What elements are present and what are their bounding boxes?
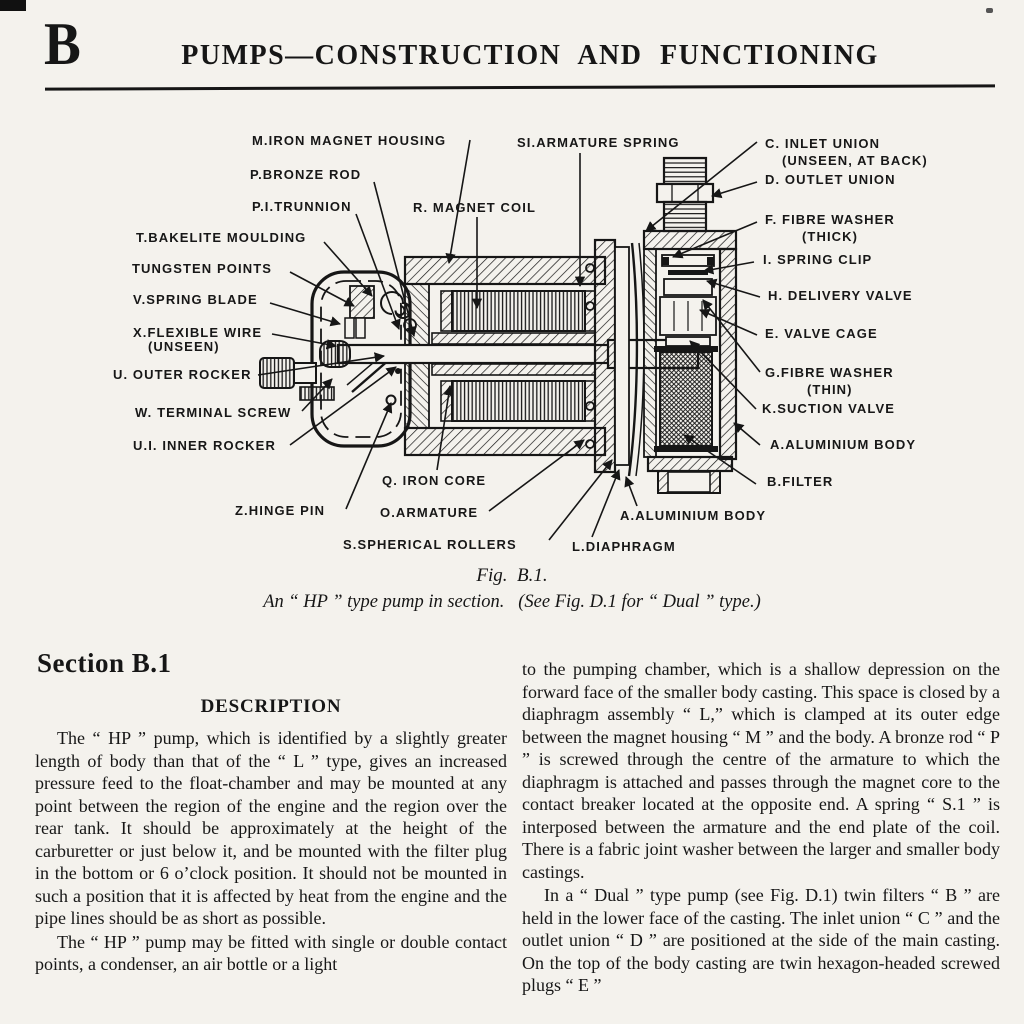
right-paragraph-1: to the pumping chamber, which is a shallow depression on the forward face of the smaller body casting. This space is closed by a diaphragm assembly “ L,” which is clamped at its outer edge between the magnet housing “ M ” and the body. A bronze rod “ P ” is screwed through the centre of the armature to which the diaphragm is attached and passes through the magnet core to the contact breaker located at the opposite end. A spring “ S.1 ” is interposed between the armature and the end plate of the coil. There is a fabric joint washer between the larger and smaller body castings.: [522, 659, 1001, 882]
scan-artifact-speck: [986, 8, 993, 13]
pump-section-diagram: [0, 110, 1024, 565]
label-fibre-washer-thin: G.FIBRE WASHER: [765, 365, 894, 380]
label-magnet-coil: R. MAGNET COIL: [413, 200, 537, 215]
label-inlet-union-note: (UNSEEN, AT BACK): [782, 153, 928, 168]
label-filter: B.FILTER: [767, 474, 834, 489]
right-paragraph-2: In a “ Dual ” type pump (see Fig. D.1) twin filters “ B ” are held in the lower face of the casting. The inlet union “ C ” and the outlet union “ D ” are positioned at the side of the main casting. On the top of the body casting are twin hexagon-headed screwed plugs “ E ”: [522, 885, 1000, 995]
label-aluminium-body-bottom: A.ALUMINIUM BODY: [620, 508, 767, 523]
label-tungsten-points: TUNGSTEN POINTS: [132, 261, 273, 276]
section-letter: B: [44, 11, 81, 77]
label-inner-rocker: U.I. INNER ROCKER: [133, 438, 276, 453]
label-bakelite-moulding: T.BAKELITE MOULDING: [136, 230, 307, 245]
right-column: [522, 658, 1000, 997]
label-hinge-pin: Z.HINGE PIN: [235, 503, 326, 518]
section-heading: Section B.1: [37, 648, 172, 678]
label-bronze-rod: P.BRONZE ROD: [250, 167, 362, 182]
figure-caption-text: An “ HP ” type pump in section. (See Fig. D.1 for “ Dual ” type.): [263, 592, 761, 612]
header-rule: [45, 84, 995, 90]
label-armature: O.ARMATURE: [380, 505, 479, 520]
label-fibre-washer-thin-note: (THIN): [807, 382, 853, 397]
label-iron-magnet-housing: M.IRON MAGNET HOUSING: [252, 133, 447, 148]
page-title: PUMPS—CONSTRUCTION AND FUNCTIONING: [181, 40, 879, 71]
label-flexible-wire-unseen: (UNSEEN): [148, 339, 220, 354]
label-trunnion: P.I.TRUNNION: [252, 199, 352, 214]
label-delivery-valve: H. DELIVERY VALVE: [768, 288, 913, 303]
figure-caption: [0, 565, 1024, 613]
scan-artifact-corner: [0, 0, 26, 11]
label-fibre-washer-thick: F. FIBRE WASHER: [765, 212, 895, 227]
label-aluminium-body-right: A.ALUMINIUM BODY: [770, 437, 917, 452]
label-diaphragm: L.DIAPHRAGM: [572, 539, 676, 554]
label-armature-spring: SI.ARMATURE SPRING: [517, 135, 680, 150]
label-terminal-screw: W. TERMINAL SCREW: [135, 405, 292, 420]
label-outlet-union: D. OUTLET UNION: [765, 172, 896, 187]
left-paragraph-2: The “ HP ” pump may be fitted with single or double contact points, a condenser, an air bottle or a light: [35, 931, 507, 974]
label-inlet-union: C. INLET UNION: [765, 136, 881, 151]
label-spherical-rollers: S.SPHERICAL ROLLERS: [343, 537, 517, 552]
label-flexible-wire: X.FLEXIBLE WIRE: [133, 325, 263, 340]
left-paragraph-1: The “ HP ” pump, which is identified by a slightly greater length of body than that of the “ L ” type, gives an increased pressure feed to the float-chamber and may be mounted at any point between the region of the engine and the region over the rear tank. It should be approximately at the height of the carburetter or just below it, and be mounted with the filter plug in the bottom or 6 o’clock position. It should not be mounted in such a position that it is affected by heat from the engine and the pipe lines should be as short as possible.: [35, 728, 507, 928]
label-suction-valve: K.SUCTION VALVE: [762, 401, 896, 416]
left-column: [35, 648, 507, 976]
figure-number: Fig. B.1.: [476, 565, 548, 586]
label-iron-core: Q. IRON CORE: [382, 473, 487, 488]
label-spring-clip: I. SPRING CLIP: [763, 252, 873, 267]
description-subheading: DESCRIPTION: [200, 695, 342, 717]
label-fibre-washer-thick-note: (THICK): [802, 229, 859, 244]
label-valve-cage: E. VALVE CAGE: [765, 326, 878, 341]
label-spring-blade: V.SPRING BLADE: [133, 292, 258, 307]
label-outer-rocker: U. OUTER ROCKER: [113, 367, 252, 382]
